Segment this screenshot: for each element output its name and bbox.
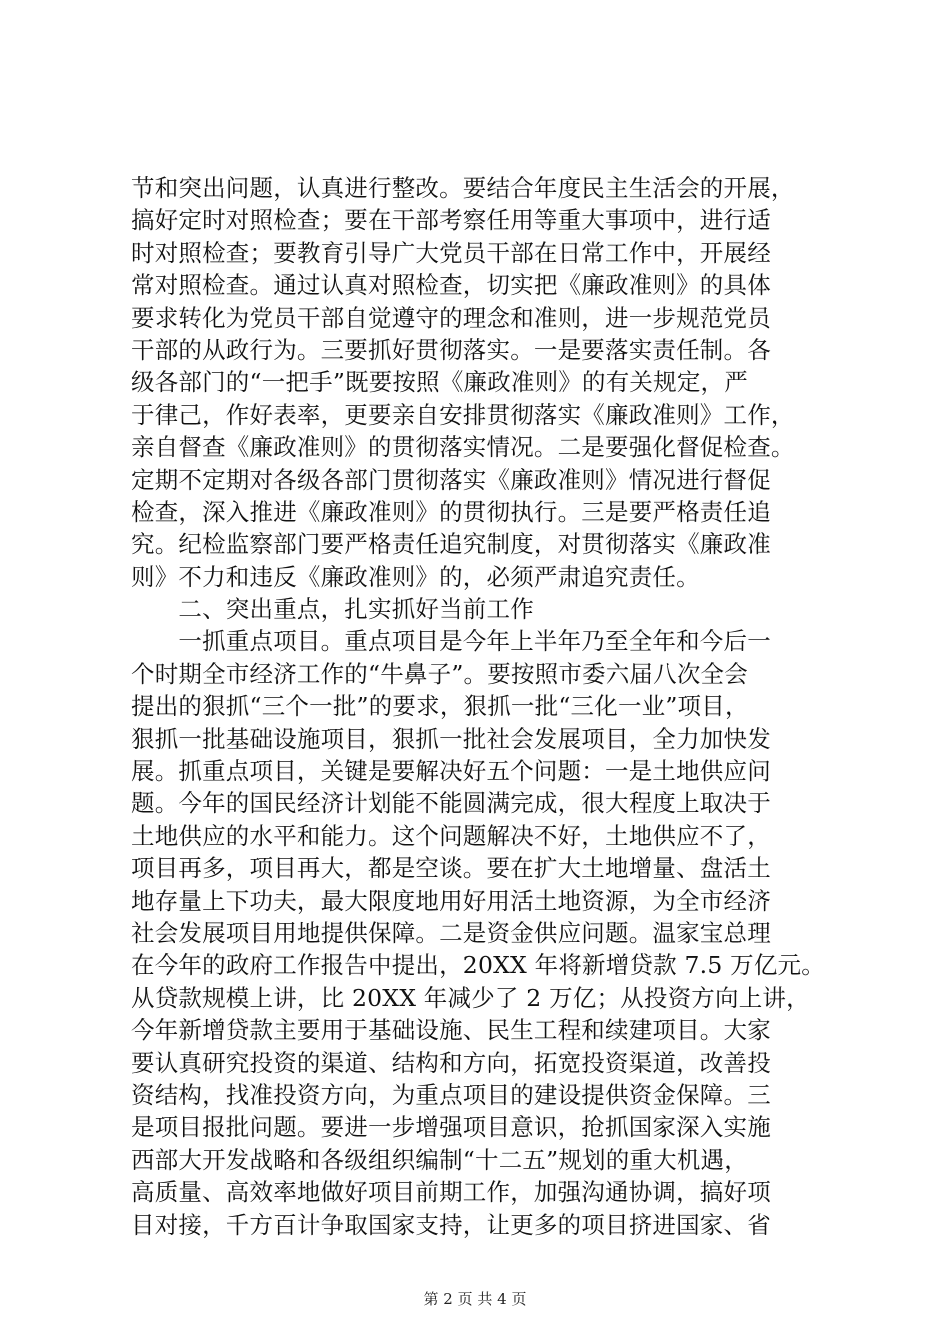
text-line: 干部的从政行为。三要抓好贯彻落实。一是要落实责任制。各 — [131, 335, 771, 364]
text-line: 搞好定时对照检查；要在干部考察任用等重大事项中，进行适 — [131, 206, 771, 235]
text-line: 节和突出问题，认真进行整改。要结合年度民主生活会的开展， — [131, 174, 795, 202]
text-line: 从贷款规模上讲，比 20XX 年减少了 2 万亿；从投资方向上讲， — [131, 983, 810, 1012]
text-line: 个时期全市经济工作的“牛鼻子”。要按照市委六届八次全会 — [131, 659, 748, 688]
text-line: 高质量、高效率地做好项目前期工作，加强沟通协调，搞好项 — [131, 1178, 771, 1207]
text-line: 题。今年的国民经济计划能不能圆满完成，很大程度上取决于 — [131, 789, 771, 818]
body-text — [131, 172, 836, 1241]
text-line: 是项目报批问题。要进一步增强项目意识，抢抓国家深入实施 — [131, 1113, 771, 1142]
text-line: 地存量上下功夫，最大限度地用好用活土地资源，为全市经济 — [131, 886, 771, 915]
text-line: 资结构，找准投资方向，为重点项目的建设提供资金保障。三 — [131, 1080, 771, 1109]
text-line: 今年新增贷款主要用于基础设施、民生工程和续建项目。大家 — [131, 1016, 771, 1045]
text-line: 西部大开发战略和各级组织编制“十二五”规划的重大机遇， — [131, 1145, 748, 1174]
text-line: 要求转化为党员干部自觉遵守的理念和准则，进一步规范党员 — [131, 303, 771, 332]
text-line: 亲自督查《廉政准则》的贯彻落实情况。二是要强化督促检查。 — [131, 433, 795, 462]
text-line: 社会发展项目用地提供保障。二是资金供应问题。温家宝总理 — [131, 918, 771, 947]
text-line: 二、突出重点，扎实抓好当前工作 — [131, 595, 534, 624]
text-line: 级各部门的“一把手”既要按照《廉政准则》的有关规定，严 — [131, 368, 748, 397]
text-line: 目对接，千方百计争取国家支持，让更多的项目挤进国家、省 — [131, 1210, 771, 1239]
text-line: 定期不定期对各级各部门贯彻落实《廉政准则》情况进行督促 — [131, 465, 771, 494]
text-line: 项目再多，项目再大，都是空谈。要在扩大土地增量、盘活土 — [131, 854, 771, 883]
text-line: 在今年的政府工作报告中提出，20XX 年将新增贷款 7.5 万亿元。 — [131, 951, 825, 980]
text-line: 土地供应的水平和能力。这个问题解决不好，土地供应不了， — [131, 821, 771, 850]
text-line: 常对照检查。通过认真对照检查，切实把《廉政准则》的具体 — [131, 271, 771, 300]
text-line: 狠抓一批基础设施项目，狠抓一批社会发展项目，全力加快发 — [131, 724, 771, 753]
page-footer: 第 2 页 共 4 页 — [423, 1290, 527, 1308]
text-line: 究。纪检监察部门要严格责任追究制度，对贯彻落实《廉政准 — [131, 530, 771, 559]
text-line: 展。抓重点项目，关键是要解决好五个问题：一是土地供应问 — [131, 757, 771, 786]
text-line: 检查，深入推进《廉政准则》的贯彻执行。三是要严格责任追 — [131, 497, 771, 526]
text-line: 提出的狠抓“三个一批”的要求，狠抓一批“三化一业”项目， — [131, 692, 749, 721]
text-line: 则》不力和违反《廉政准则》的，必须严肃追究责任。 — [131, 562, 700, 591]
text-line: 时对照检查；要教育引导广大党员干部在日常工作中，开展经 — [131, 238, 771, 267]
text-line: 于律己，作好表率，更要亲自安排贯彻落实《廉政准则》工作， — [131, 400, 795, 429]
text-line: 要认真研究投资的渠道、结构和方向，拓宽投资渠道，改善投 — [131, 1048, 771, 1077]
text-line: 一抓重点项目。重点项目是今年上半年乃至全年和今后一 — [131, 627, 771, 656]
